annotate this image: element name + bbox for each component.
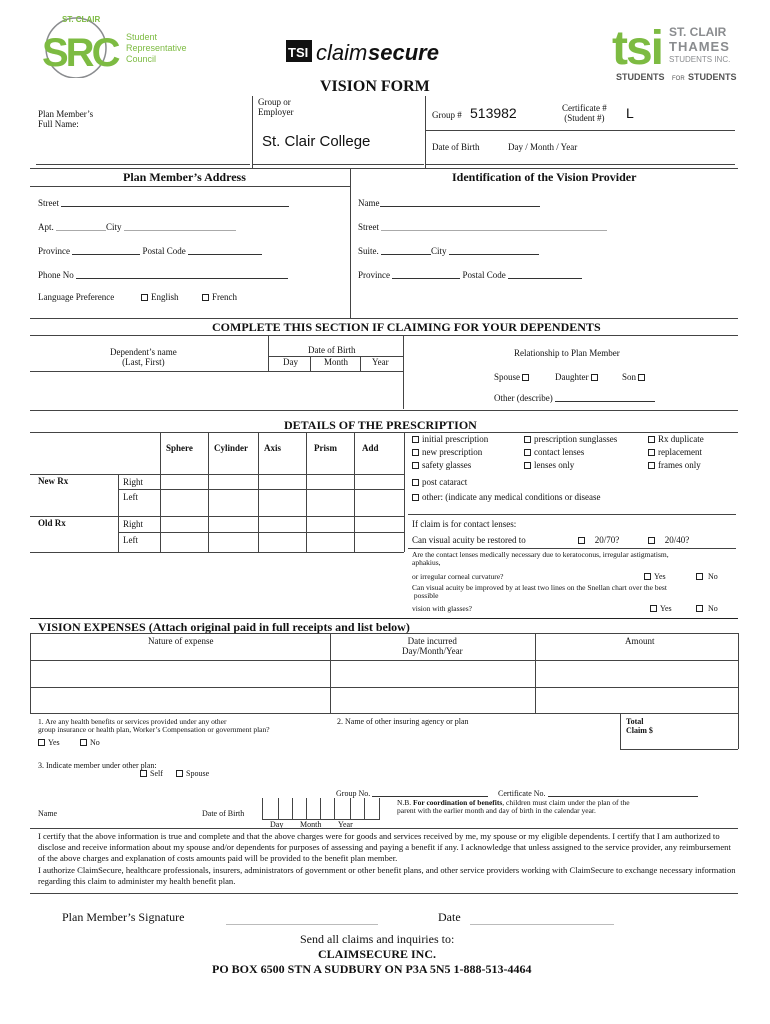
col-add: Add <box>362 443 379 453</box>
opt-other-conditions[interactable]: other: (indicate any medical conditions or disease <box>412 493 600 503</box>
dependent-month: Month <box>324 357 349 367</box>
signature-field[interactable] <box>226 924 378 925</box>
old-rx-right: Right <box>123 519 144 529</box>
old-rx-label: Old Rx <box>38 518 66 528</box>
form-title: VISION FORM <box>320 78 430 95</box>
other-group-no[interactable]: Group No. <box>336 788 488 799</box>
src-logo-graphic <box>36 8 206 78</box>
tsi-l2: THAMES <box>669 39 730 54</box>
opt-initial[interactable]: initial prescription <box>412 435 488 445</box>
src-arc-text: ST. CLAIR <box>62 15 101 24</box>
dob-boxes[interactable] <box>262 798 380 820</box>
dob-day: Day <box>270 820 284 829</box>
group-employer-value[interactable]: St. Clair College <box>262 133 371 150</box>
corneal-curvature: or irregular corneal curvature? <box>412 572 504 581</box>
corneal-no[interactable]: No <box>696 573 718 582</box>
src-logo <box>36 8 206 78</box>
claimsecure-logo-graphic <box>284 34 454 68</box>
coordination-note: N.B. For coordination of benefits, children must claim under the plan of the parent with the earlier month and day of birth in the calendar year. <box>397 798 630 816</box>
q1-yes[interactable]: Yes <box>38 739 60 748</box>
date-field[interactable] <box>470 924 614 925</box>
new-rx-left: Left <box>123 492 138 502</box>
footer-line3: PO BOX 6500 STN A SUDBURY ON P3A 5N5 1-888-513-4464 <box>212 962 532 976</box>
claimsecure-logo <box>284 34 454 68</box>
provider-province-postal[interactable]: Province Postal Code <box>358 270 582 281</box>
provider-suite-city[interactable]: Suite. City <box>358 246 539 257</box>
src-letters: SRC <box>42 31 118 75</box>
opt-safety[interactable]: safety glasses <box>412 461 471 471</box>
address-province-postal[interactable]: Province Postal Code <box>38 246 262 257</box>
expense-row[interactable] <box>31 688 737 712</box>
col-sphere: Sphere <box>166 443 193 453</box>
certificate-label: Certificate # (Student #) <box>562 103 607 123</box>
certificate-value[interactable]: L <box>626 105 634 121</box>
dependent-year: Year <box>372 357 389 367</box>
col-prism: Prism <box>314 443 337 453</box>
claimsecure-word-a: claim <box>316 40 368 65</box>
col-axis: Axis <box>264 443 282 453</box>
visual-acuity-question: Can visual acuity be restored to <box>412 535 526 545</box>
footer-line1: Send all claims and inquiries to: <box>300 932 455 946</box>
group-value[interactable]: 513982 <box>470 105 517 121</box>
dob-label: Date of Birth <box>432 142 480 152</box>
signature-label: Plan Member’s Signature <box>62 910 185 924</box>
dob-year: Year <box>338 820 353 829</box>
footer-line2: CLAIMSECURE INC. <box>318 947 437 961</box>
new-rx-label: New Rx <box>38 476 69 486</box>
dependent-name-label: Dependent’s name (Last, First) <box>110 347 177 367</box>
other-coverage-q1: 1. Are any health benefits or services provided under any other group insurance or health plan, Worker’s Compensation or government plan? <box>38 717 270 735</box>
total-claim-label: Total Claim $ <box>626 717 653 735</box>
tsi-l3: STUDENTS INC. <box>669 55 731 64</box>
other-certificate-no[interactable]: Certificate No. <box>498 788 698 799</box>
relationship-label: Relationship to Plan Member <box>514 348 620 358</box>
date-label: Date <box>438 910 461 924</box>
expenses-title: VISION EXPENSES (Attach original paid in full receipts and list below) <box>38 620 410 634</box>
opt-new[interactable]: new prescription <box>412 448 482 458</box>
french-checkbox[interactable]: French <box>202 293 237 303</box>
prescription-title: DETAILS OF THE PRESCRIPTION <box>284 418 477 432</box>
dependents-title: COMPLETE THIS SECTION IF CLAIMING FOR YOUR DEPENDENTS <box>212 320 601 334</box>
provider-street[interactable]: Street <box>358 222 607 233</box>
opt-post-cataract[interactable]: post cataract <box>412 478 467 488</box>
glasses-yes[interactable]: Yes <box>650 605 672 614</box>
expense-row[interactable] <box>31 661 737 687</box>
col-cylinder: Cylinder <box>214 443 249 453</box>
certification-text: I certify that the above information is true and complete and that the above charges were for goods and services received by me, my spouse or my eligible dependents. I certify that I am authorized to disclose and receive information about my spouse and/or dependents for purposes of assessing and paying a benefit if any. I acknowledge that unless assigned to the service provider, any reimbursement of the above charges and explanation of costs amounts paid will be provided to the benefit plan member. I authorize ClaimSecure, healthcare professionals, insurers, administrators of government or other benefit plans, and other service providers working with ClaimSecure to exchange necessary information regarding this claim to administer my health benefit plan. <box>38 831 736 886</box>
address-phone[interactable]: Phone No <box>38 270 288 281</box>
acuity-20-70[interactable]: 20/70? <box>578 536 619 546</box>
address-apt-city[interactable]: Apt. City <box>38 222 236 233</box>
src-line1: Student <box>126 32 158 42</box>
tsi-tag-b: STUDENTS <box>688 72 737 82</box>
opt-lenses-only[interactable]: lenses only <box>524 461 574 471</box>
with-glasses: vision with glasses? <box>412 604 472 613</box>
address-street[interactable]: Street <box>38 198 289 209</box>
opt-contacts[interactable]: contact lenses <box>524 448 584 458</box>
expense-date-header: Date incurred Day/Month/Year <box>402 636 463 656</box>
expense-amount-header: Amount <box>625 636 655 646</box>
other-coverage-q3: 3. Indicate member under other plan: <box>38 761 157 770</box>
new-rx-right: Right <box>123 477 144 487</box>
tsi-l1: ST. CLAIR <box>669 25 727 39</box>
contact-lens-heading: If claim is for contact lenses: <box>412 519 517 529</box>
q3-spouse[interactable]: Spouse <box>176 770 209 779</box>
q1-no[interactable]: No <box>80 739 100 748</box>
tsi-tag-for: FOR <box>672 76 685 82</box>
group-employer-label: Group or Employer <box>258 97 294 117</box>
provider-title: Identification of the Vision Provider <box>452 170 637 184</box>
dob-month: Month <box>300 820 322 829</box>
other-member-name[interactable]: Name <box>38 809 58 818</box>
plan-member-name-label: Plan Member’s Full Name: <box>38 109 94 129</box>
tsi-logo-graphic <box>612 14 740 84</box>
opt-frames-only[interactable]: frames only <box>648 461 701 471</box>
expense-nature-header: Nature of expense <box>148 636 214 646</box>
other-member-dob: Date of Birth <box>202 809 245 818</box>
opt-rx-duplicate[interactable]: Rx duplicate <box>648 435 704 445</box>
dependent-day: Day <box>283 357 298 367</box>
tsi-logo <box>612 14 740 84</box>
src-line3: Council <box>126 54 157 64</box>
glasses-no[interactable]: No <box>696 605 718 614</box>
dob-format[interactable]: Day / Month / Year <box>508 142 578 152</box>
corneal-yes[interactable]: Yes <box>644 573 666 582</box>
language-preference: Language Preference <box>38 292 115 302</box>
medically-necessary: Are the contact lenses medically necessary due to keratoconus, irregular astigmatism, aphakius, <box>412 550 669 568</box>
tsi-letters: tsi <box>612 22 663 75</box>
english-checkbox[interactable]: English <box>141 293 179 303</box>
claimsecure-word-b: secure <box>368 40 439 65</box>
old-rx-left: Left <box>123 535 138 545</box>
src-line2: Representative <box>126 43 187 53</box>
improved-acuity: Can visual acuity be improved by at least two lines on the Snellan chart over the best possible <box>412 583 667 601</box>
opt-replacement[interactable]: replacement <box>648 448 702 458</box>
daughter-checkbox[interactable]: Daughter <box>555 373 601 383</box>
claimsecure-mark: TSI <box>288 45 309 60</box>
tsi-tag-a: STUDENTS <box>616 72 665 82</box>
opt-sunglasses[interactable]: prescription sunglasses <box>524 435 617 445</box>
dependent-dob-label: Date of Birth <box>308 345 356 355</box>
son-checkbox[interactable]: Son <box>622 373 648 383</box>
spouse-checkbox[interactable]: Spouse <box>494 373 532 383</box>
provider-name[interactable]: Name <box>358 198 540 209</box>
group-label: Group # <box>432 110 462 120</box>
other-relationship[interactable]: Other (describe) <box>494 393 655 404</box>
address-title: Plan Member’s Address <box>123 170 246 184</box>
acuity-20-40[interactable]: 20/40? <box>648 536 689 546</box>
q3-self[interactable]: Self <box>140 770 163 779</box>
plan-member-name-field[interactable] <box>36 164 250 165</box>
other-coverage-q2: 2. Name of other insuring agency or plan <box>337 717 469 726</box>
